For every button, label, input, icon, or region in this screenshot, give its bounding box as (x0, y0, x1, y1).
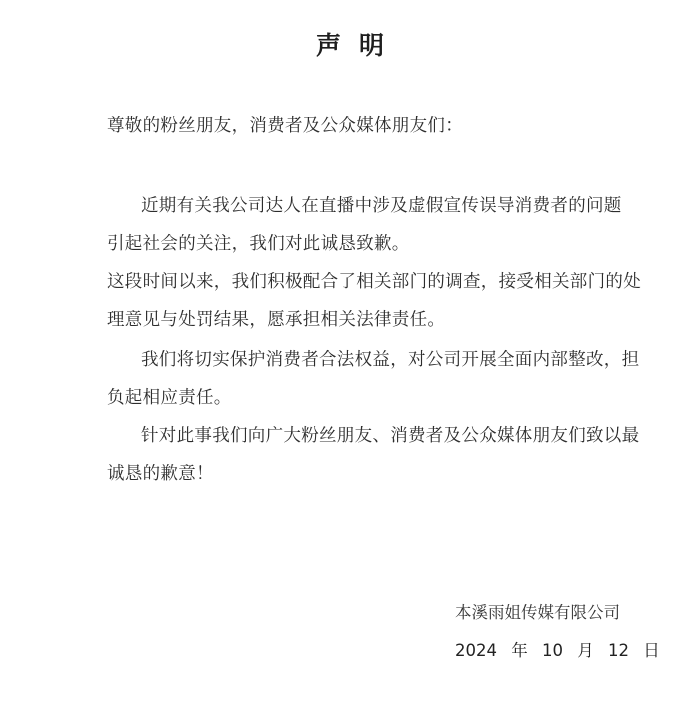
date-year-unit: 年 (511, 641, 528, 660)
date-day: 12 (608, 641, 629, 660)
paragraph-2-line-1: 这段时间以来，我们积极配合了相关部门的调查，接受相关部门的处 (107, 272, 641, 292)
salutation: 尊敬的粉丝朋友，消费者及公众媒体朋友们： (107, 116, 463, 136)
company-signature: 本溪雨姐传媒有限公司 (455, 603, 620, 622)
paragraph-3-line-2: 负起相应责任。 (107, 388, 232, 408)
document-title: 声明 (315, 31, 402, 60)
date-year: 2024 (455, 641, 497, 660)
paragraph-2-line-2: 理意见与处罚结果，愿承担相关法律责任。 (107, 310, 446, 330)
date-day-unit: 日 (643, 641, 660, 660)
paragraph-1-line-2: 引起社会的关注，我们对此诚恳致歉。 (107, 234, 410, 254)
paragraph-3-line-1: 我们将切实保护消费者合法权益，对公司开展全面内部整改，担 (141, 350, 640, 370)
date-month-unit: 月 (577, 641, 594, 660)
paragraph-4-line-2: 诚恳的歉意！ (107, 464, 214, 484)
statement-date (455, 637, 669, 661)
date-month: 10 (542, 641, 563, 660)
paragraph-4-line-1: 针对此事我们向广大粉丝朋友、消费者及公众媒体朋友们致以最 (141, 426, 640, 446)
paragraph-1-line-1: 近期有关我公司达人在直播中涉及虚假宣传误导消费者的问题 (141, 196, 622, 216)
